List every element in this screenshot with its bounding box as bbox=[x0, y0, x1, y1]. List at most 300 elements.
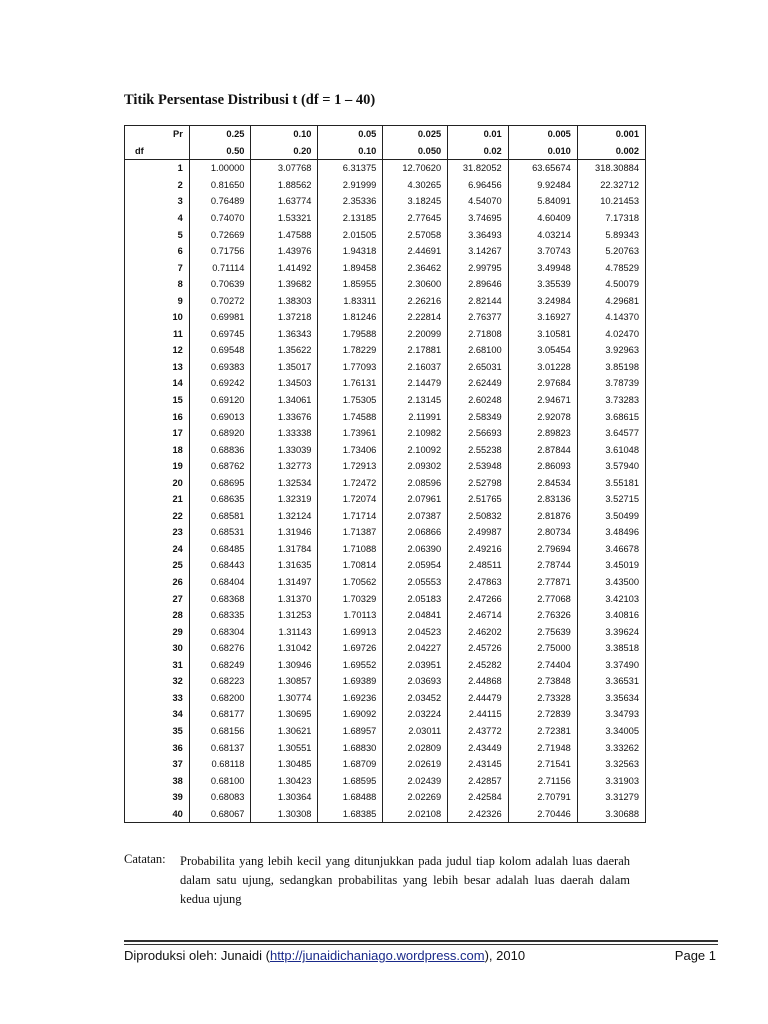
critical-value: 2.71156 bbox=[508, 772, 577, 789]
critical-value: 1.35017 bbox=[251, 359, 318, 376]
df-value: 26 bbox=[125, 574, 190, 591]
critical-value: 0.68443 bbox=[189, 557, 251, 574]
critical-value: 1.30364 bbox=[251, 789, 318, 806]
pr-two-tail-header: 0.050 bbox=[383, 143, 448, 160]
critical-value: 2.17881 bbox=[383, 342, 448, 359]
critical-value: 1.68488 bbox=[318, 789, 383, 806]
table-row bbox=[125, 805, 646, 822]
critical-value: 10.21453 bbox=[577, 193, 645, 210]
critical-value: 3.31903 bbox=[577, 772, 645, 789]
critical-value: 2.03693 bbox=[383, 673, 448, 690]
df-value: 21 bbox=[125, 491, 190, 508]
critical-value: 3.24984 bbox=[508, 292, 577, 309]
critical-value: 2.14479 bbox=[383, 375, 448, 392]
critical-value: 2.45282 bbox=[448, 657, 509, 674]
critical-value: 6.96456 bbox=[448, 177, 509, 194]
df-value: 39 bbox=[125, 789, 190, 806]
table-row bbox=[125, 607, 646, 624]
critical-value: 1.83311 bbox=[318, 292, 383, 309]
critical-value: 0.69548 bbox=[189, 342, 251, 359]
critical-value: 1.71714 bbox=[318, 508, 383, 525]
critical-value: 1.68830 bbox=[318, 739, 383, 756]
critical-value: 1.33338 bbox=[251, 425, 318, 442]
critical-value: 1.30308 bbox=[251, 805, 318, 822]
critical-value: 1.30423 bbox=[251, 772, 318, 789]
df-value: 33 bbox=[125, 690, 190, 707]
critical-value: 0.71114 bbox=[189, 259, 251, 276]
critical-value: 2.02269 bbox=[383, 789, 448, 806]
critical-value: 0.70639 bbox=[189, 276, 251, 293]
table-row bbox=[125, 640, 646, 657]
df-value: 13 bbox=[125, 359, 190, 376]
df-value: 31 bbox=[125, 657, 190, 674]
critical-value: 1.43976 bbox=[251, 243, 318, 260]
critical-value: 2.97684 bbox=[508, 375, 577, 392]
critical-value: 1.73961 bbox=[318, 425, 383, 442]
page-number: Page 1 bbox=[674, 948, 716, 963]
header-row-two-tail bbox=[125, 143, 646, 160]
critical-value: 3.61048 bbox=[577, 441, 645, 458]
critical-value: 3.42103 bbox=[577, 590, 645, 607]
footer-suffix: ), 2010 bbox=[484, 948, 526, 963]
critical-value: 0.68531 bbox=[189, 524, 251, 541]
critical-value: 1.72913 bbox=[318, 458, 383, 475]
table-row bbox=[125, 508, 646, 525]
critical-value: 0.68276 bbox=[189, 640, 251, 657]
critical-value: 1.47588 bbox=[251, 226, 318, 243]
critical-value: 3.73283 bbox=[577, 392, 645, 409]
critical-value: 1.32124 bbox=[251, 508, 318, 525]
critical-value: 1.68595 bbox=[318, 772, 383, 789]
pr-two-tail-header: 0.002 bbox=[577, 143, 645, 160]
critical-value: 6.31375 bbox=[318, 160, 383, 177]
table-row bbox=[125, 226, 646, 243]
critical-value: 1.78229 bbox=[318, 342, 383, 359]
critical-value: 2.09302 bbox=[383, 458, 448, 475]
critical-value: 2.36462 bbox=[383, 259, 448, 276]
critical-value: 2.78744 bbox=[508, 557, 577, 574]
critical-value: 1.94318 bbox=[318, 243, 383, 260]
critical-value: 2.05954 bbox=[383, 557, 448, 574]
critical-value: 2.02439 bbox=[383, 772, 448, 789]
table-row bbox=[125, 541, 646, 558]
critical-value: 1.31143 bbox=[251, 623, 318, 640]
critical-value: 7.17318 bbox=[577, 210, 645, 227]
footer-divider bbox=[124, 940, 718, 942]
critical-value: 1.75305 bbox=[318, 392, 383, 409]
table-row bbox=[125, 243, 646, 260]
critical-value: 1.72074 bbox=[318, 491, 383, 508]
critical-value: 0.68335 bbox=[189, 607, 251, 624]
table-row bbox=[125, 739, 646, 756]
df-value: 8 bbox=[125, 276, 190, 293]
critical-value: 2.22814 bbox=[383, 309, 448, 326]
critical-value: 2.01505 bbox=[318, 226, 383, 243]
critical-value: 3.55181 bbox=[577, 474, 645, 491]
critical-value: 1.69552 bbox=[318, 657, 383, 674]
table-row bbox=[125, 706, 646, 723]
pr-one-tail-header: 0.005 bbox=[508, 126, 577, 143]
critical-value: 3.78739 bbox=[577, 375, 645, 392]
df-value: 17 bbox=[125, 425, 190, 442]
critical-value: 3.50499 bbox=[577, 508, 645, 525]
critical-value: 1.38303 bbox=[251, 292, 318, 309]
table-row bbox=[125, 789, 646, 806]
critical-value: 1.69726 bbox=[318, 640, 383, 657]
table-row bbox=[125, 160, 646, 177]
critical-value: 1.89458 bbox=[318, 259, 383, 276]
critical-value: 1.85955 bbox=[318, 276, 383, 293]
critical-value: 3.30688 bbox=[577, 805, 645, 822]
critical-value: 2.86093 bbox=[508, 458, 577, 475]
critical-value: 3.92963 bbox=[577, 342, 645, 359]
critical-value: 3.68615 bbox=[577, 408, 645, 425]
table-row bbox=[125, 458, 646, 475]
table-row bbox=[125, 276, 646, 293]
critical-value: 1.69236 bbox=[318, 690, 383, 707]
critical-value: 2.26216 bbox=[383, 292, 448, 309]
header-row-one-tail bbox=[125, 126, 646, 143]
critical-value: 0.71756 bbox=[189, 243, 251, 260]
table-row bbox=[125, 491, 646, 508]
critical-value: 1.31497 bbox=[251, 574, 318, 591]
critical-value: 2.89823 bbox=[508, 425, 577, 442]
critical-value: 1.37218 bbox=[251, 309, 318, 326]
critical-value: 1.71387 bbox=[318, 524, 383, 541]
critical-value: 5.89343 bbox=[577, 226, 645, 243]
critical-value: 2.16037 bbox=[383, 359, 448, 376]
critical-value: 3.43500 bbox=[577, 574, 645, 591]
critical-value: 2.70791 bbox=[508, 789, 577, 806]
critical-value: 2.02619 bbox=[383, 756, 448, 773]
critical-value: 2.51765 bbox=[448, 491, 509, 508]
critical-value: 1.68709 bbox=[318, 756, 383, 773]
df-value: 12 bbox=[125, 342, 190, 359]
note-label: Catatan: bbox=[124, 852, 166, 866]
critical-value: 1.68385 bbox=[318, 805, 383, 822]
critical-value: 0.68137 bbox=[189, 739, 251, 756]
critical-value: 2.75000 bbox=[508, 640, 577, 657]
critical-value: 3.70743 bbox=[508, 243, 577, 260]
pr-one-tail-header: 0.025 bbox=[383, 126, 448, 143]
pr-one-tail-header: 0.05 bbox=[318, 126, 383, 143]
df-value: 14 bbox=[125, 375, 190, 392]
critical-value: 4.50079 bbox=[577, 276, 645, 293]
df-value: 20 bbox=[125, 474, 190, 491]
critical-value: 2.76326 bbox=[508, 607, 577, 624]
critical-value: 2.73328 bbox=[508, 690, 577, 707]
critical-value: 1.30946 bbox=[251, 657, 318, 674]
critical-value: 2.03951 bbox=[383, 657, 448, 674]
critical-value: 2.30600 bbox=[383, 276, 448, 293]
df-value: 7 bbox=[125, 259, 190, 276]
critical-value: 2.08596 bbox=[383, 474, 448, 491]
critical-value: 9.92484 bbox=[508, 177, 577, 194]
critical-value: 1.31635 bbox=[251, 557, 318, 574]
pr-one-tail-header: 0.001 bbox=[577, 126, 645, 143]
critical-value: 2.07387 bbox=[383, 508, 448, 525]
critical-value: 0.68836 bbox=[189, 441, 251, 458]
critical-value: 3.36531 bbox=[577, 673, 645, 690]
critical-value: 2.94671 bbox=[508, 392, 577, 409]
df-value: 34 bbox=[125, 706, 190, 723]
df-value: 10 bbox=[125, 309, 190, 326]
critical-value: 3.35634 bbox=[577, 690, 645, 707]
critical-value: 2.76377 bbox=[448, 309, 509, 326]
df-value: 18 bbox=[125, 441, 190, 458]
critical-value: 0.76489 bbox=[189, 193, 251, 210]
critical-value: 1.31253 bbox=[251, 607, 318, 624]
df-value: 28 bbox=[125, 607, 190, 624]
critical-value: 0.68156 bbox=[189, 723, 251, 740]
critical-value: 2.62449 bbox=[448, 375, 509, 392]
critical-value: 2.83136 bbox=[508, 491, 577, 508]
critical-value: 2.02108 bbox=[383, 805, 448, 822]
critical-value: 2.77068 bbox=[508, 590, 577, 607]
table-row bbox=[125, 474, 646, 491]
critical-value: 1.33039 bbox=[251, 441, 318, 458]
table-row bbox=[125, 756, 646, 773]
critical-value: 2.07961 bbox=[383, 491, 448, 508]
critical-value: 2.42857 bbox=[448, 772, 509, 789]
critical-value: 2.55238 bbox=[448, 441, 509, 458]
critical-value: 2.71541 bbox=[508, 756, 577, 773]
critical-value: 4.29681 bbox=[577, 292, 645, 309]
critical-value: 2.44479 bbox=[448, 690, 509, 707]
critical-value: 2.57058 bbox=[383, 226, 448, 243]
critical-value: 2.47863 bbox=[448, 574, 509, 591]
critical-value: 2.43772 bbox=[448, 723, 509, 740]
critical-value: 2.03224 bbox=[383, 706, 448, 723]
critical-value: 1.30695 bbox=[251, 706, 318, 723]
df-value: 29 bbox=[125, 623, 190, 640]
critical-value: 2.87844 bbox=[508, 441, 577, 458]
df-value: 19 bbox=[125, 458, 190, 475]
df-label: df bbox=[125, 143, 190, 160]
critical-value: 1.79588 bbox=[318, 326, 383, 343]
critical-value: 2.11991 bbox=[383, 408, 448, 425]
table-body bbox=[125, 126, 646, 823]
table-row bbox=[125, 392, 646, 409]
table-row bbox=[125, 342, 646, 359]
critical-value: 1.32319 bbox=[251, 491, 318, 508]
critical-value: 2.74404 bbox=[508, 657, 577, 674]
critical-value: 0.69383 bbox=[189, 359, 251, 376]
critical-value: 2.10982 bbox=[383, 425, 448, 442]
table-row bbox=[125, 326, 646, 343]
critical-value: 2.35336 bbox=[318, 193, 383, 210]
critical-value: 2.44868 bbox=[448, 673, 509, 690]
df-value: 37 bbox=[125, 756, 190, 773]
critical-value: 0.68695 bbox=[189, 474, 251, 491]
critical-value: 3.05454 bbox=[508, 342, 577, 359]
critical-value: 0.69745 bbox=[189, 326, 251, 343]
critical-value: 1.39682 bbox=[251, 276, 318, 293]
pr-two-tail-header: 0.50 bbox=[189, 143, 251, 160]
df-value: 35 bbox=[125, 723, 190, 740]
critical-value: 1.41492 bbox=[251, 259, 318, 276]
table-row bbox=[125, 292, 646, 309]
critical-value: 2.70446 bbox=[508, 805, 577, 822]
critical-value: 3.38518 bbox=[577, 640, 645, 657]
df-value: 38 bbox=[125, 772, 190, 789]
critical-value: 3.07768 bbox=[251, 160, 318, 177]
critical-value: 2.79694 bbox=[508, 541, 577, 558]
note-text: Probabilita yang lebih kecil yang ditunjukkan pada judul tiap kolom adalah luas daerah dalam satu ujung, sedangkan probabilitas yang lebih besar adalah luas daerah dalam kedua ujung bbox=[180, 854, 630, 906]
critical-value: 1.32773 bbox=[251, 458, 318, 475]
critical-value: 0.68635 bbox=[189, 491, 251, 508]
pr-two-tail-header: 0.02 bbox=[448, 143, 509, 160]
critical-value: 3.35539 bbox=[508, 276, 577, 293]
critical-value: 63.65674 bbox=[508, 160, 577, 177]
critical-value: 0.68200 bbox=[189, 690, 251, 707]
critical-value: 2.50832 bbox=[448, 508, 509, 525]
critical-value: 0.68100 bbox=[189, 772, 251, 789]
critical-value: 2.72839 bbox=[508, 706, 577, 723]
critical-value: 2.20099 bbox=[383, 326, 448, 343]
critical-value: 3.01228 bbox=[508, 359, 577, 376]
critical-value: 3.10581 bbox=[508, 326, 577, 343]
table-row bbox=[125, 657, 646, 674]
critical-value: 2.43449 bbox=[448, 739, 509, 756]
critical-value: 1.70562 bbox=[318, 574, 383, 591]
critical-value: 4.02470 bbox=[577, 326, 645, 343]
critical-value: 2.99795 bbox=[448, 259, 509, 276]
table-row bbox=[125, 408, 646, 425]
critical-value: 2.84534 bbox=[508, 474, 577, 491]
critical-value: 2.68100 bbox=[448, 342, 509, 359]
critical-value: 3.57940 bbox=[577, 458, 645, 475]
critical-value: 1.31370 bbox=[251, 590, 318, 607]
critical-value: 3.14267 bbox=[448, 243, 509, 260]
critical-value: 0.68485 bbox=[189, 541, 251, 558]
critical-value: 3.18245 bbox=[383, 193, 448, 210]
critical-value: 2.80734 bbox=[508, 524, 577, 541]
critical-value: 0.68581 bbox=[189, 508, 251, 525]
critical-value: 1.73406 bbox=[318, 441, 383, 458]
critical-value: 0.81650 bbox=[189, 177, 251, 194]
footer-divider-thin bbox=[124, 944, 718, 945]
critical-value: 3.40816 bbox=[577, 607, 645, 624]
df-value: 4 bbox=[125, 210, 190, 227]
df-value: 32 bbox=[125, 673, 190, 690]
critical-value: 2.04227 bbox=[383, 640, 448, 657]
df-value: 3 bbox=[125, 193, 190, 210]
critical-value: 1.69913 bbox=[318, 623, 383, 640]
critical-value: 1.68957 bbox=[318, 723, 383, 740]
critical-value: 2.65031 bbox=[448, 359, 509, 376]
critical-value: 2.49987 bbox=[448, 524, 509, 541]
critical-value: 12.70620 bbox=[383, 160, 448, 177]
df-value: 9 bbox=[125, 292, 190, 309]
critical-value: 3.31279 bbox=[577, 789, 645, 806]
critical-value: 0.68118 bbox=[189, 756, 251, 773]
critical-value: 3.52715 bbox=[577, 491, 645, 508]
footer-prefix: Diproduksi oleh: Junaidi ( bbox=[124, 948, 270, 963]
critical-value: 3.64577 bbox=[577, 425, 645, 442]
critical-value: 5.20763 bbox=[577, 243, 645, 260]
table-row bbox=[125, 557, 646, 574]
df-value: 36 bbox=[125, 739, 190, 756]
table-row bbox=[125, 259, 646, 276]
critical-value: 1.69389 bbox=[318, 673, 383, 690]
critical-value: 1.88562 bbox=[251, 177, 318, 194]
critical-value: 1.53321 bbox=[251, 210, 318, 227]
critical-value: 2.42326 bbox=[448, 805, 509, 822]
critical-value: 2.92078 bbox=[508, 408, 577, 425]
critical-value: 4.54070 bbox=[448, 193, 509, 210]
critical-value: 2.77645 bbox=[383, 210, 448, 227]
critical-value: 2.82144 bbox=[448, 292, 509, 309]
table-row bbox=[125, 623, 646, 640]
critical-value: 1.77093 bbox=[318, 359, 383, 376]
page-title: Titik Persentase Distribusi t (df = 1 – 40) bbox=[124, 92, 376, 108]
critical-value: 0.69013 bbox=[189, 408, 251, 425]
critical-value: 1.30551 bbox=[251, 739, 318, 756]
critical-value: 31.82052 bbox=[448, 160, 509, 177]
critical-value: 2.49216 bbox=[448, 541, 509, 558]
footer-credit bbox=[124, 948, 525, 963]
critical-value: 318.30884 bbox=[577, 160, 645, 177]
critical-value: 4.14370 bbox=[577, 309, 645, 326]
critical-value: 2.04523 bbox=[383, 623, 448, 640]
table-row bbox=[125, 425, 646, 442]
critical-value: 1.31946 bbox=[251, 524, 318, 541]
critical-value: 3.32563 bbox=[577, 756, 645, 773]
critical-value: 0.69242 bbox=[189, 375, 251, 392]
critical-value: 1.72472 bbox=[318, 474, 383, 491]
critical-value: 2.10092 bbox=[383, 441, 448, 458]
critical-value: 3.45019 bbox=[577, 557, 645, 574]
critical-value: 0.68177 bbox=[189, 706, 251, 723]
table-row bbox=[125, 177, 646, 194]
table-row bbox=[125, 441, 646, 458]
table-row bbox=[125, 772, 646, 789]
critical-value: 1.69092 bbox=[318, 706, 383, 723]
footer-link[interactable]: http://junaidichaniago.wordpress.com bbox=[269, 948, 485, 963]
critical-value: 3.85198 bbox=[577, 359, 645, 376]
critical-value: 3.74695 bbox=[448, 210, 509, 227]
critical-value: 1.32534 bbox=[251, 474, 318, 491]
critical-value: 2.52798 bbox=[448, 474, 509, 491]
critical-value: 4.78529 bbox=[577, 259, 645, 276]
critical-value: 2.75639 bbox=[508, 623, 577, 640]
critical-value: 2.91999 bbox=[318, 177, 383, 194]
critical-value: 1.30621 bbox=[251, 723, 318, 740]
critical-value: 4.60409 bbox=[508, 210, 577, 227]
critical-value: 0.68067 bbox=[189, 805, 251, 822]
table-row bbox=[125, 210, 646, 227]
pr-two-tail-header: 0.20 bbox=[251, 143, 318, 160]
critical-value: 0.74070 bbox=[189, 210, 251, 227]
table-row bbox=[125, 193, 646, 210]
critical-value: 5.84091 bbox=[508, 193, 577, 210]
critical-value: 0.69120 bbox=[189, 392, 251, 409]
critical-value: 1.34503 bbox=[251, 375, 318, 392]
critical-value: 1.31042 bbox=[251, 640, 318, 657]
df-value: 22 bbox=[125, 508, 190, 525]
pr-two-tail-header: 0.010 bbox=[508, 143, 577, 160]
critical-value: 4.03214 bbox=[508, 226, 577, 243]
critical-value: 3.48496 bbox=[577, 524, 645, 541]
critical-value: 2.46202 bbox=[448, 623, 509, 640]
critical-value: 1.30774 bbox=[251, 690, 318, 707]
critical-value: 0.68368 bbox=[189, 590, 251, 607]
critical-value: 2.73848 bbox=[508, 673, 577, 690]
critical-value: 1.00000 bbox=[189, 160, 251, 177]
df-value: 5 bbox=[125, 226, 190, 243]
table-row bbox=[125, 574, 646, 591]
